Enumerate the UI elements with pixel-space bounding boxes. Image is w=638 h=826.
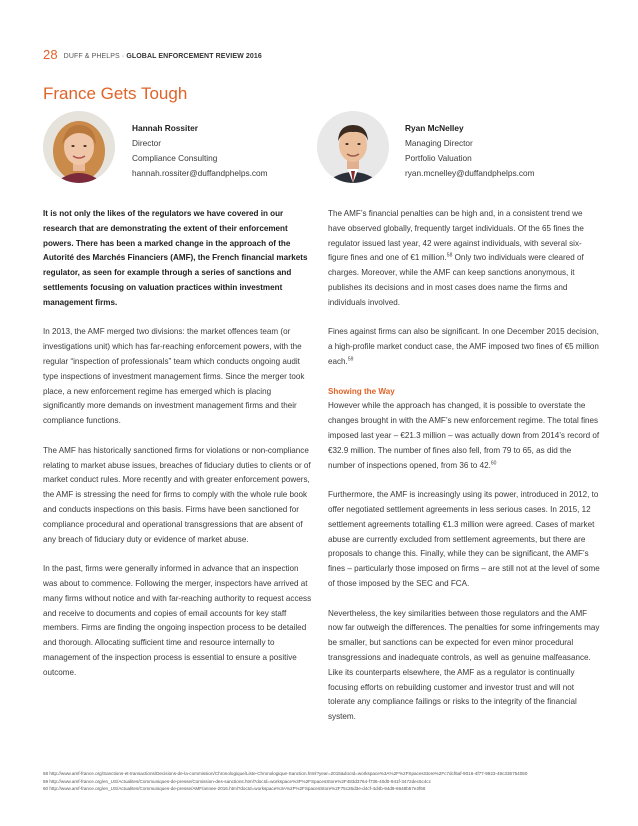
person-role: Director xyxy=(132,138,162,148)
body-text: Fines against firms can also be significant. In one December 2015 decision, a high-profile market conduct case, the AMF imposed two fines of €5 million each. xyxy=(328,327,599,366)
footnote[interactable]: 59 http://www.amf-france.org/en_US/Actualites/Communiques-de-presse/Comission-des-sanctions.html?docId=workspace%3F%2FSpacesStore%2F483d3764-f736-40d0-941f-3472dec5c4cc xyxy=(43,778,431,784)
footnotes xyxy=(43,770,603,793)
brand-name: DUFF & PHELPS · xyxy=(63,53,127,60)
right-column xyxy=(328,207,600,740)
body-paragraph: Furthermore, the AMF is increasingly using its power, introduced in 2012, to offer negotiated settlement agreements in less serious cases. In 2015, 12 settlement agreements totalling €1.3 million were agreed. Cases of market abuse are currently excluded from settlement agreements, but there are proposals to change this. Finally, while they can be significant, the AMF’s fines – particularly those imposed on firms – are still not at the level of some of those imposed by the SEC and FCA. xyxy=(328,490,600,588)
person-practice: Portfolio Valuation xyxy=(405,153,472,163)
body-paragraph: Nevertheless, the key similarities between those regulators and the AMF now far outweigh the differences. The penalties for some infringements may be smaller, but sanctions can be expected for even minor procedural transgressions and inadequate controls, as well as genuine malfeasance. Like its counterparts elsewhere, the AMF as a regulator is continually focusing efforts on rebuilding customer and investor trust and will not tolerate any compliance failings or risks to the integrity of the financial system. xyxy=(328,608,600,722)
body-paragraph xyxy=(328,325,600,369)
portrait-man-icon xyxy=(317,111,389,183)
body-text: However while the approach has changed, it is possible to overstate the changes brought in with the AMF’s new enforcement regime. The total fines imposed last year – €21.3 million – was actually down from 2014’s record of €32.9 million. The number of fines also fell, from 79 to 65, as did the number of inspections opened, from 36 to 42. xyxy=(328,401,600,470)
lead-paragraph: It is not only the likes of the regulators we have covered in our research that are demonstrating the extent of their enforcement powers. There has been a marked change in the approach of the Autorité des Marchés Financiers (AMF), the French financial markets regulator, as seen for example through a series of sanctions and settlements focusing on valuation practices within investment management firms. xyxy=(43,209,308,307)
body-paragraph: In 2013, the AMF merged two divisions: the market offences team (or investigations unit) which has far-reaching enforcement powers, with the regular “inspection of professionals” team which conducts ongoing audit type inspections of investment management firms. Since the merger took place, a new enforcement regime has emerged which is placing significantly more demands on investment management firms and their compliance functions. xyxy=(43,327,305,426)
portrait-woman-icon xyxy=(43,111,115,183)
page-header xyxy=(43,47,262,62)
footnote-ref: 58 xyxy=(446,252,453,259)
person-email[interactable]: hannah.rossiter@duffandphelps.com xyxy=(132,168,268,178)
person-name: Ryan McNelley xyxy=(405,123,464,133)
left-column xyxy=(43,207,315,695)
footnote[interactable]: 60 http://www.amf-france.org/en_US/Actualites/Communiques-de-presse/AMF/annee-2016.html?docId=workspace%3A%2F%2FSpacesStore%2F75c26d3e-d4cf-4d4b-94d9-6648b57e2f66 xyxy=(43,786,426,791)
article-title: France Gets Tough xyxy=(43,84,188,103)
hannah-rossiter-photo xyxy=(43,111,115,183)
ryan-mcnelley-photo xyxy=(317,111,389,183)
report-title: GLOBAL ENFORCEMENT REVIEW 2016 xyxy=(126,53,262,60)
person-role: Managing Director xyxy=(405,138,473,148)
footnote[interactable]: 58 http://www.amf-france.org/Sanctions-et-transactions/Decisions-de-la-commission/Chronologique/Liste-Chronologique-Sanction.html?year=2015&docId=workspace%3A%2F%2FSpacesStore%2Fc7dcf6af-9016-4f77-9923-49c336754050 xyxy=(43,771,528,776)
body-paragraph: The AMF has historically sanctioned firms for violations or non-compliance relating to market abuse issues, breaches of fiduciary duties to clients or of market conduct rules. More recently and with greater enforcement powers, the AMF is stressing the need for firms to comply with the whole rule book and conducts inspections on this basis. Firms have been sanctioned for compliance procedural and operational transgressions that are absent of any breach of fiduciary duty or evidence of market abuse. xyxy=(43,445,311,544)
section-block xyxy=(328,385,600,474)
footnote-ref: 60 xyxy=(490,459,497,466)
person-email[interactable]: ryan.mcnelley@duffandphelps.com xyxy=(405,168,535,178)
person-practice: Compliance Consulting xyxy=(132,153,218,163)
person-name: Hannah Rossiter xyxy=(132,123,198,133)
body-paragraph: In the past, firms were generally informed in advance that an inspection was about to commence. Following the merger, inspectors have arrived at many firms without notice and with far-reaching authority to request access and receive to documents and copies of email accounts for key staff members. Firms are finding the ongoing inspection process to be detailed and thorough. Allocating sufficient time and resource internally to management of the inspection process is essential to ensure a positive outcome. xyxy=(43,564,312,677)
footnote-ref: 59 xyxy=(347,356,354,363)
body-text: Only two individuals were cleared of charges. Moreover, while the AMF can keep sanctions anonymous, it publishes its decisions and in most cases does name the firms and individuals involved. xyxy=(328,253,584,307)
body-paragraph xyxy=(328,207,600,311)
person-card-ryan xyxy=(405,121,535,181)
page-number: 28 xyxy=(43,47,58,62)
body-text: The AMF’s financial penalties can be high and, in a consistent trend we have observed globally, frequently target individuals. Of the 65 fines the regulator issued last year, 42 were against individuals, with several six-figure fines and one of €1 million. xyxy=(328,209,584,263)
person-card-hannah xyxy=(132,121,268,181)
subheading: Showing the Way xyxy=(328,386,395,396)
